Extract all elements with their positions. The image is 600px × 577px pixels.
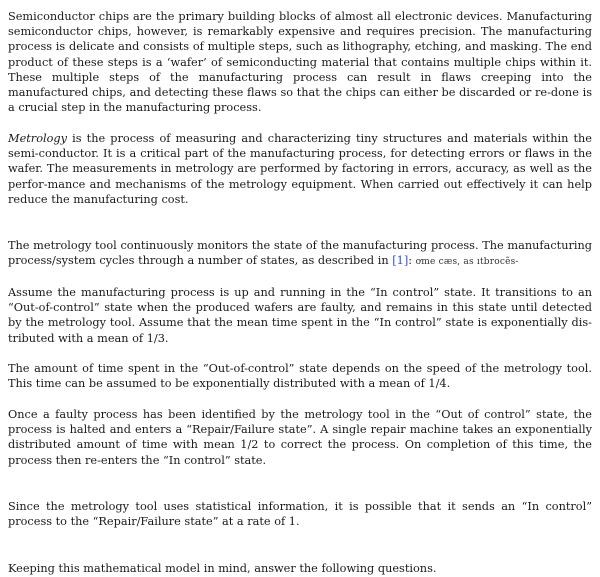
states-colon: :: [408, 254, 416, 268]
paragraph-false-alarm: Since the metrology tool uses statistical information, it is possible that it sends an “In control” process to the “Repair/Failure state” at a rate of 1.: [8, 500, 592, 529]
paragraph-metrology: [8, 131, 592, 207]
paragraph-closing: Keeping this mathematical model in mind, answer the following questions.: [8, 562, 437, 575]
states-text: The metrology tool continuously monitors the state of the manufacturing process. The manufacturing process/system cycles through a number of states, as described in: [8, 239, 592, 268]
paragraph-states: [8, 238, 592, 270]
paragraph-out-of-control: The amount of time spent in the “Out-of-control” state depends on the speed of the metrology tool. This time can be assumed to be exponentially distributed with a mean of 1/4.: [8, 362, 592, 391]
metrology-definition: is the process of measuring and characterizing tiny structures and materials within the semi-conductor. It is a critical part of the manufacturing process, for detecting errors or flaws in the wafer. The measurements in metrology are performed by factoring in errors, accuracy, as well as the perfor-mance and mechanisms of the metrology equipment. When carried out effectively it can help reduce the manufacturing cost.: [8, 132, 592, 206]
citation-link[interactable]: [1]: [392, 254, 409, 268]
paragraph-repair: Once a faulty process has been identified by the metrology tool in the “Out of control” state, the process is halted and enters a “Repair/Failure state”. A single repair machine takes an exponentially distributed amount of time with mean 1/2 to correct the process. On completion of this time, the process then re-enters the “In control” state.: [8, 408, 592, 467]
metrology-term: Metrology: [8, 132, 68, 145]
paragraph-intro: Semiconductor chips are the primary building blocks of almost all electronic devices. Manufacturing semiconductor chips, however, is remarkably expensive and requires precision. The manufacturing process is delicate and consists of multiple steps, such as lithography, etching, and masking. The end product of these steps is a ‘wafer’ of semiconducting material that contains multiple chips within it. These multiple steps of the manufacturing process can result in flaws creeping into the manufactured chips, and detecting these flaws so that the chips can either be discarded or re-done is a crucial step in the manufacturing process.: [8, 10, 592, 115]
paragraph-in-control: Assume the manufacturing process is up and running in the “In control” state. It transitions to an “Out-of-control” state when the produced wafers are faulty, and remains in this state until detected by the metrology tool. Assume that the mean time spent in the “In control” state is exponentially dis-tributed with a mean of 1/3.: [8, 286, 592, 345]
garbled-text: ơme cæs, as ıtbrocẽs-: [415, 257, 519, 268]
